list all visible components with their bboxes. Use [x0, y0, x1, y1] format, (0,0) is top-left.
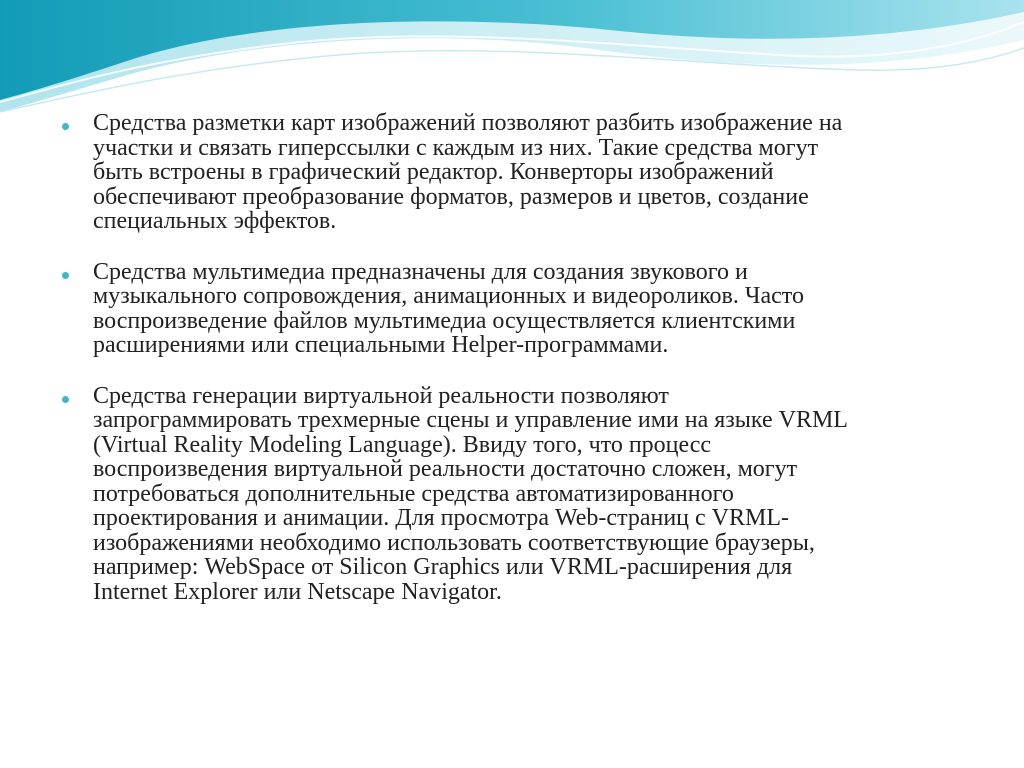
bullet-item	[62, 111, 962, 234]
bullet-item	[62, 260, 962, 358]
bullet-dot-icon	[62, 396, 69, 403]
bullet-dot-icon	[62, 123, 69, 130]
bullet-text: Средства разметки карт изображений позволяют разбить изображение на участки и связать гиперссылки с каждым из них. Такие средства могут быть встроены в графический редактор. Конверторы изображений обеспечивают преобразование форматов, размеров и цветов, создание специальных эффектов.	[93, 110, 843, 234]
bullet-dot-icon	[62, 272, 69, 279]
bullet-text: Средства мультимедиа предназначены для создания звукового и музыкального сопровождения, анимационных и видеороликов. Часто воспроизведение файлов мультимедиа осуществляется клиентскими расширениями или специальными Helper-программами.	[93, 258, 804, 358]
bullet-item	[62, 384, 962, 605]
bullet-list	[62, 111, 962, 604]
bullet-text: Средства генерации виртуальной реальности позволяют запрограммировать трехмерные сцены и управление ими на языке VRML (Virtual Reality Modeling Language). Ввиду того, что процесс воспроизведения виртуальной реальности достаточно сложен, могут потребоваться дополнительные средства автоматизированного проектирования и анимации. Для просмотра Web-страниц с VRML- изображениями необходимо использовать соответствующие браузеры, например: WebSpace от Silicon Graphics или VRML-расширения для Internet Explorer или Netscape Navigator.	[93, 382, 848, 605]
